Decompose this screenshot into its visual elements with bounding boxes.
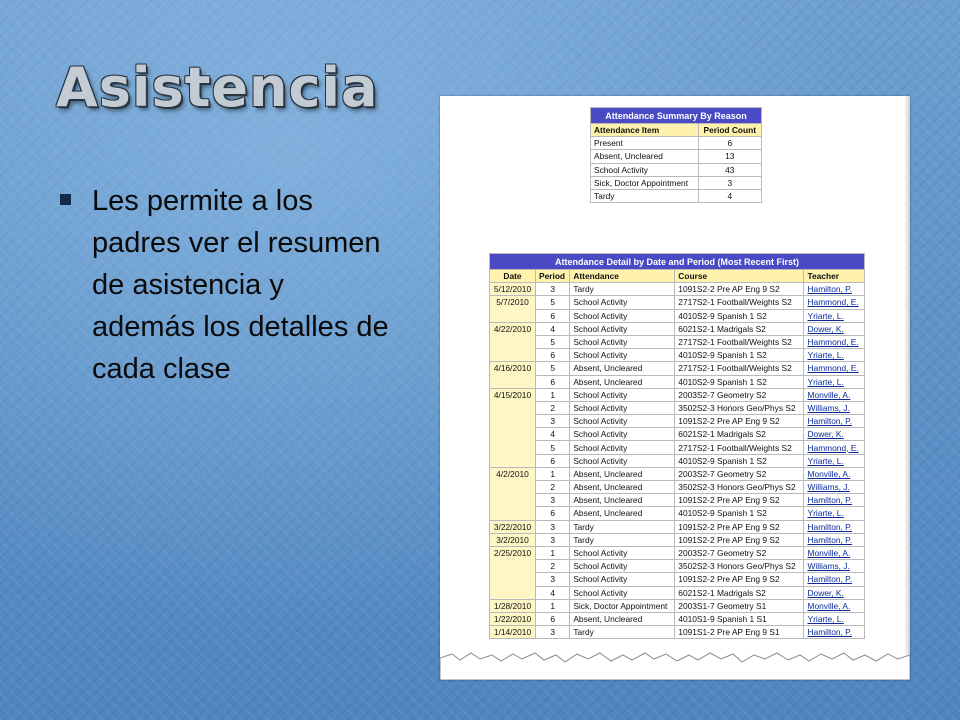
course-cell: 2717S2-1 Football/Weights S2 bbox=[675, 441, 804, 454]
detail-row bbox=[490, 375, 865, 388]
period-cell: 1 bbox=[535, 467, 569, 480]
attendance-cell: Sick, Doctor Appointment bbox=[570, 599, 675, 612]
period-cell: 3 bbox=[535, 626, 569, 639]
summary-row bbox=[591, 163, 762, 176]
page-edge-shadow bbox=[904, 96, 910, 680]
course-cell: 4010S2-9 Spanish 1 S2 bbox=[675, 507, 804, 520]
course-cell: 4010S2-9 Spanish 1 S2 bbox=[675, 309, 804, 322]
period-count-cell: 3 bbox=[698, 176, 761, 189]
slide-title: Asistencia bbox=[56, 56, 379, 119]
attendance-cell: Tardy bbox=[570, 283, 675, 296]
teacher-link[interactable]: Hamilton, P. bbox=[804, 626, 865, 639]
attendance-cell: School Activity bbox=[570, 560, 675, 573]
attendance-item-cell: Present bbox=[591, 137, 699, 150]
date-cell: 4/2/2010 bbox=[490, 467, 536, 520]
course-cell: 2003S2-7 Geometry S2 bbox=[675, 467, 804, 480]
teacher-link[interactable]: Williams, J. bbox=[804, 481, 865, 494]
date-cell: 4/22/2010 bbox=[490, 322, 536, 362]
detail-row bbox=[490, 283, 865, 296]
teacher-link[interactable]: Dower, K. bbox=[804, 428, 865, 441]
detail-row bbox=[490, 401, 865, 414]
attendance-cell: School Activity bbox=[570, 335, 675, 348]
teacher-link[interactable]: Monville, A. bbox=[804, 546, 865, 559]
attendance-cell: School Activity bbox=[570, 415, 675, 428]
teacher-link[interactable]: Yriarte, L. bbox=[804, 309, 865, 322]
period-cell: 1 bbox=[535, 388, 569, 401]
square-bullet-icon bbox=[60, 194, 71, 205]
detail-row bbox=[490, 586, 865, 599]
period-cell: 1 bbox=[535, 546, 569, 559]
course-cell: 2003S2-7 Geometry S2 bbox=[675, 388, 804, 401]
column-header-attendance-item: Attendance Item bbox=[591, 124, 699, 137]
attendance-document bbox=[440, 96, 910, 680]
teacher-link[interactable]: Yriarte, L. bbox=[804, 612, 865, 625]
detail-table-body bbox=[490, 283, 865, 639]
period-cell: 2 bbox=[535, 560, 569, 573]
course-cell: 1091S2-2 Pre AP Eng 9 S2 bbox=[675, 283, 804, 296]
bullet-list bbox=[60, 180, 390, 390]
attendance-cell: Tardy bbox=[570, 533, 675, 546]
detail-row bbox=[490, 520, 865, 533]
course-cell: 1091S2-2 Pre AP Eng 9 S2 bbox=[675, 573, 804, 586]
period-count-cell: 4 bbox=[698, 189, 761, 202]
bullet-text: Les permite a los padres ver el resumen de asistencia y además los detalles de cada clase bbox=[92, 185, 389, 385]
column-header-teacher: Teacher bbox=[804, 270, 865, 283]
course-cell: 4010S1-9 Spanish 1 S1 bbox=[675, 612, 804, 625]
course-cell: 1091S2-2 Pre AP Eng 9 S2 bbox=[675, 415, 804, 428]
teacher-link[interactable]: Yriarte, L. bbox=[804, 454, 865, 467]
course-cell: 4010S2-9 Spanish 1 S2 bbox=[675, 375, 804, 388]
attendance-cell: Tardy bbox=[570, 626, 675, 639]
detail-row bbox=[490, 441, 865, 454]
period-cell: 6 bbox=[535, 309, 569, 322]
course-cell: 3502S2-3 Honors Geo/Phys S2 bbox=[675, 481, 804, 494]
period-cell: 4 bbox=[535, 586, 569, 599]
column-header-period: Period bbox=[535, 270, 569, 283]
period-cell: 3 bbox=[535, 494, 569, 507]
detail-row bbox=[490, 415, 865, 428]
detail-row bbox=[490, 573, 865, 586]
course-cell: 2003S2-7 Geometry S2 bbox=[675, 546, 804, 559]
detail-row bbox=[490, 322, 865, 335]
teacher-link[interactable]: Hamilton, P. bbox=[804, 520, 865, 533]
course-cell: 1091S2-2 Pre AP Eng 9 S2 bbox=[675, 494, 804, 507]
attendance-cell: Absent, Uncleared bbox=[570, 362, 675, 375]
teacher-link[interactable]: Hamilton, P. bbox=[804, 494, 865, 507]
detail-table-title: Attendance Detail by Date and Period (Most Recent First) bbox=[490, 254, 865, 270]
date-cell: 3/22/2010 bbox=[490, 520, 536, 533]
teacher-link[interactable]: Hammond, E. bbox=[804, 362, 865, 375]
period-count-cell: 43 bbox=[698, 163, 761, 176]
course-cell: 3502S2-3 Honors Geo/Phys S2 bbox=[675, 560, 804, 573]
teacher-link[interactable]: Hamilton, P. bbox=[804, 415, 865, 428]
date-cell: 5/12/2010 bbox=[490, 283, 536, 296]
detail-row bbox=[490, 533, 865, 546]
attendance-cell: School Activity bbox=[570, 586, 675, 599]
detail-row bbox=[490, 467, 865, 480]
attendance-cell: School Activity bbox=[570, 322, 675, 335]
attendance-cell: School Activity bbox=[570, 428, 675, 441]
period-count-cell: 6 bbox=[698, 137, 761, 150]
column-header-course: Course bbox=[675, 270, 804, 283]
attendance-cell: School Activity bbox=[570, 309, 675, 322]
attendance-cell: Absent, Uncleared bbox=[570, 507, 675, 520]
course-cell: 2003S1-7 Geometry S1 bbox=[675, 599, 804, 612]
teacher-link[interactable]: Yriarte, L. bbox=[804, 507, 865, 520]
detail-row bbox=[490, 612, 865, 625]
course-cell: 6021S2-1 Madrigals S2 bbox=[675, 586, 804, 599]
date-cell: 2/25/2010 bbox=[490, 546, 536, 599]
teacher-link[interactable]: Monville, A. bbox=[804, 599, 865, 612]
detail-row bbox=[490, 362, 865, 375]
date-cell: 4/15/2010 bbox=[490, 388, 536, 467]
attendance-cell: School Activity bbox=[570, 441, 675, 454]
date-cell: 3/2/2010 bbox=[490, 533, 536, 546]
teacher-link[interactable]: Williams, J. bbox=[804, 560, 865, 573]
detail-row bbox=[490, 335, 865, 348]
attendance-cell: Absent, Uncleared bbox=[570, 375, 675, 388]
detail-row bbox=[490, 507, 865, 520]
torn-paper-edge bbox=[440, 650, 910, 680]
detail-row bbox=[490, 309, 865, 322]
course-cell: 4010S2-9 Spanish 1 S2 bbox=[675, 349, 804, 362]
attendance-cell: School Activity bbox=[570, 296, 675, 309]
attendance-item-cell: School Activity bbox=[591, 163, 699, 176]
detail-row bbox=[490, 481, 865, 494]
period-cell: 6 bbox=[535, 507, 569, 520]
detail-row bbox=[490, 388, 865, 401]
teacher-link[interactable]: Hamilton, P. bbox=[804, 573, 865, 586]
detail-row bbox=[490, 454, 865, 467]
period-cell: 3 bbox=[535, 283, 569, 296]
teacher-link[interactable]: Hammond, E. bbox=[804, 296, 865, 309]
period-cell: 6 bbox=[535, 612, 569, 625]
course-cell: 2717S2-1 Football/Weights S2 bbox=[675, 362, 804, 375]
teacher-link[interactable]: Yriarte, L. bbox=[804, 375, 865, 388]
column-header-attendance: Attendance bbox=[570, 270, 675, 283]
summary-table-title: Attendance Summary By Reason bbox=[591, 108, 762, 124]
column-header-date: Date bbox=[490, 270, 536, 283]
course-cell: 4010S2-9 Spanish 1 S2 bbox=[675, 454, 804, 467]
attendance-detail-table bbox=[489, 253, 865, 639]
period-cell: 3 bbox=[535, 533, 569, 546]
attendance-cell: School Activity bbox=[570, 546, 675, 559]
column-header-period-count: Period Count bbox=[698, 124, 761, 137]
period-cell: 5 bbox=[535, 441, 569, 454]
attendance-item-cell: Tardy bbox=[591, 189, 699, 202]
summary-row bbox=[591, 176, 762, 189]
course-cell: 2717S2-1 Football/Weights S2 bbox=[675, 296, 804, 309]
course-cell: 6021S2-1 Madrigals S2 bbox=[675, 322, 804, 335]
course-cell: 1091S2-2 Pre AP Eng 9 S2 bbox=[675, 520, 804, 533]
teacher-link[interactable]: Hamilton, P. bbox=[804, 283, 865, 296]
period-cell: 6 bbox=[535, 349, 569, 362]
attendance-summary-table bbox=[590, 107, 762, 203]
attendance-cell: Absent, Uncleared bbox=[570, 612, 675, 625]
attendance-cell: School Activity bbox=[570, 349, 675, 362]
date-cell: 1/14/2010 bbox=[490, 626, 536, 639]
attendance-cell: School Activity bbox=[570, 573, 675, 586]
detail-row bbox=[490, 546, 865, 559]
detail-row bbox=[490, 428, 865, 441]
detail-row bbox=[490, 626, 865, 639]
teacher-link[interactable]: Hamilton, P. bbox=[804, 533, 865, 546]
teacher-link[interactable]: Yriarte, L. bbox=[804, 349, 865, 362]
period-cell: 4 bbox=[535, 322, 569, 335]
teacher-link[interactable]: Dower, K. bbox=[804, 586, 865, 599]
period-cell: 4 bbox=[535, 428, 569, 441]
detail-row bbox=[490, 560, 865, 573]
period-cell: 6 bbox=[535, 454, 569, 467]
period-cell: 5 bbox=[535, 335, 569, 348]
detail-row bbox=[490, 494, 865, 507]
detail-row bbox=[490, 599, 865, 612]
period-cell: 2 bbox=[535, 481, 569, 494]
period-cell: 3 bbox=[535, 573, 569, 586]
attendance-cell: School Activity bbox=[570, 454, 675, 467]
teacher-link[interactable]: Dower, K. bbox=[804, 322, 865, 335]
date-cell: 1/22/2010 bbox=[490, 612, 536, 625]
attendance-cell: Tardy bbox=[570, 520, 675, 533]
teacher-link[interactable]: Williams, J. bbox=[804, 401, 865, 414]
course-cell: 1091S1-2 Pre AP Eng 9 S1 bbox=[675, 626, 804, 639]
course-cell: 2717S2-1 Football/Weights S2 bbox=[675, 335, 804, 348]
attendance-cell: School Activity bbox=[570, 401, 675, 414]
period-count-cell: 13 bbox=[698, 150, 761, 163]
summary-row bbox=[591, 150, 762, 163]
period-cell: 5 bbox=[535, 362, 569, 375]
period-cell: 2 bbox=[535, 401, 569, 414]
period-cell: 6 bbox=[535, 375, 569, 388]
attendance-item-cell: Absent, Uncleared bbox=[591, 150, 699, 163]
attendance-cell: Absent, Uncleared bbox=[570, 481, 675, 494]
attendance-cell: School Activity bbox=[570, 388, 675, 401]
summary-row bbox=[591, 137, 762, 150]
period-cell: 3 bbox=[535, 415, 569, 428]
attendance-item-cell: Sick, Doctor Appointment bbox=[591, 176, 699, 189]
course-cell: 3502S2-3 Honors Geo/Phys S2 bbox=[675, 401, 804, 414]
period-cell: 5 bbox=[535, 296, 569, 309]
detail-row bbox=[490, 296, 865, 309]
attendance-cell: Absent, Uncleared bbox=[570, 494, 675, 507]
period-cell: 3 bbox=[535, 520, 569, 533]
summary-table-body bbox=[591, 137, 762, 203]
teacher-link[interactable]: Hammond, E. bbox=[804, 335, 865, 348]
teacher-link[interactable]: Monville, A. bbox=[804, 388, 865, 401]
course-cell: 6021S2-1 Madrigals S2 bbox=[675, 428, 804, 441]
attendance-cell: Absent, Uncleared bbox=[570, 467, 675, 480]
date-cell: 5/7/2010 bbox=[490, 296, 536, 322]
summary-row bbox=[591, 189, 762, 202]
period-cell: 1 bbox=[535, 599, 569, 612]
teacher-link[interactable]: Monville, A. bbox=[804, 467, 865, 480]
course-cell: 1091S2-2 Pre AP Eng 9 S2 bbox=[675, 533, 804, 546]
date-cell: 4/16/2010 bbox=[490, 362, 536, 388]
bullet-item bbox=[60, 180, 390, 390]
date-cell: 1/28/2010 bbox=[490, 599, 536, 612]
teacher-link[interactable]: Hammond, E. bbox=[804, 441, 865, 454]
detail-row bbox=[490, 349, 865, 362]
